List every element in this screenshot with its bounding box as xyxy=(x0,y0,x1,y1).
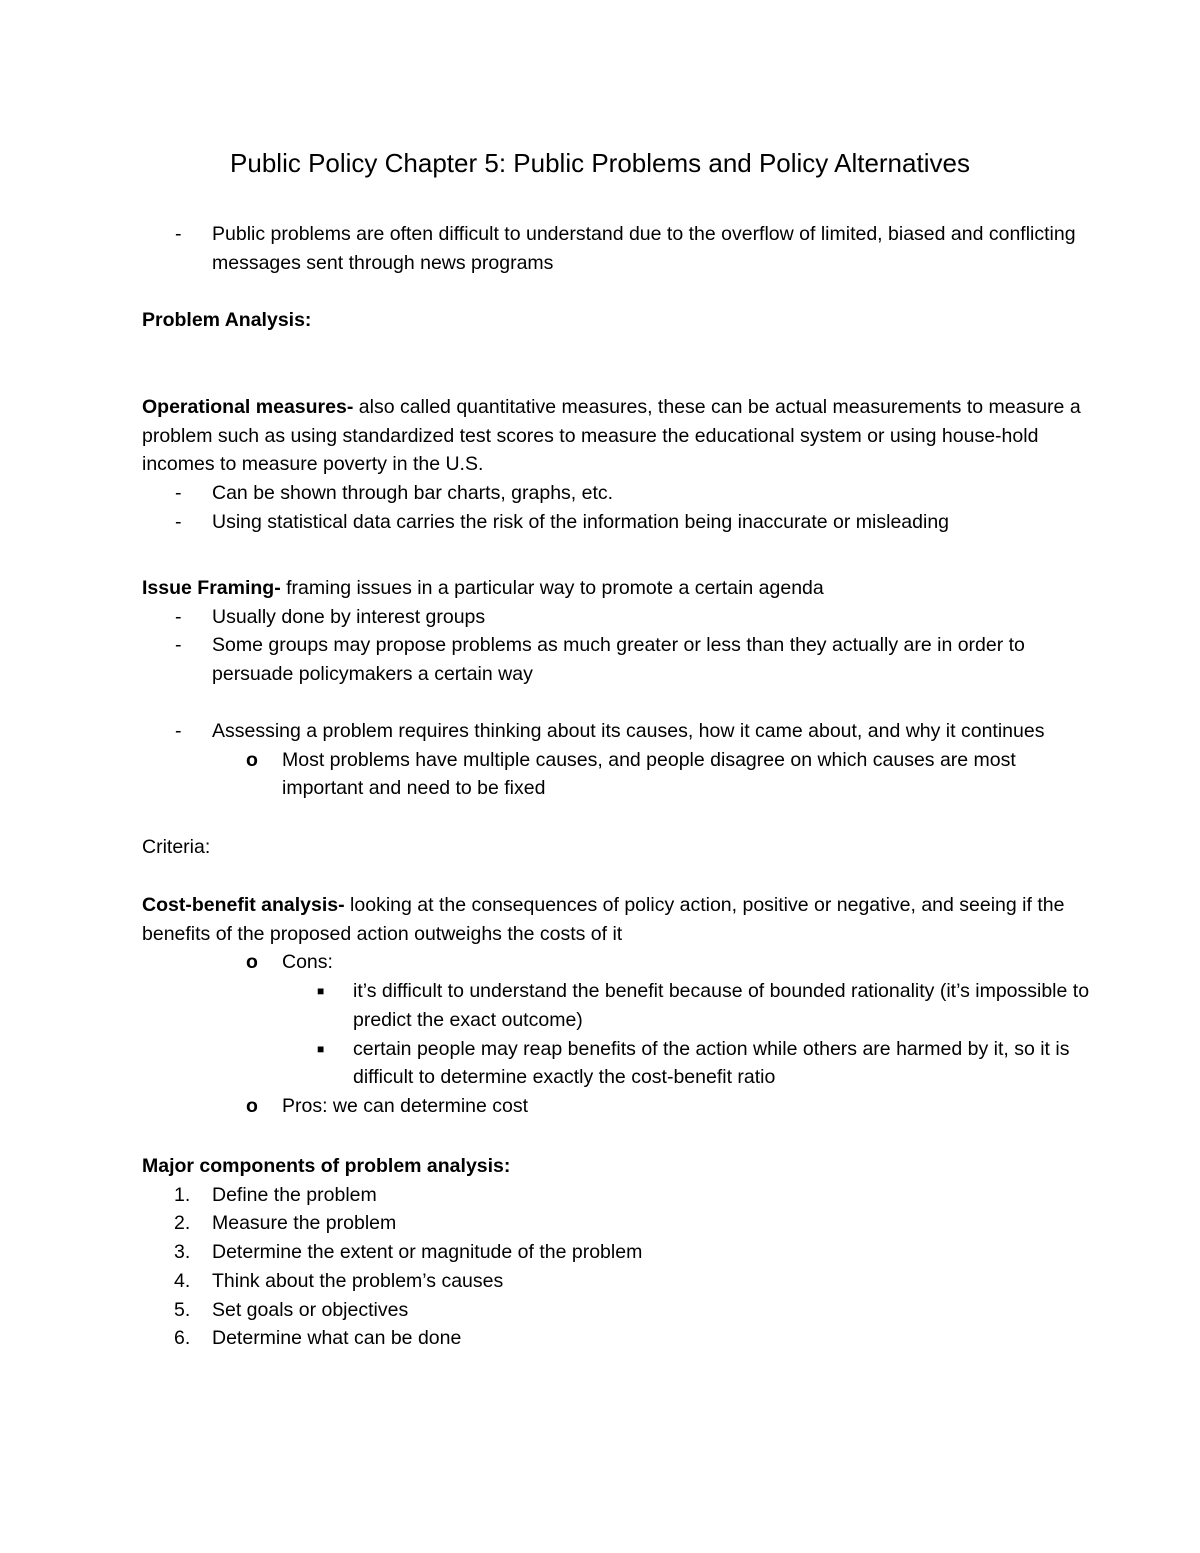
issue-framing-section xyxy=(142,574,1092,689)
numbered-item: 1. Define the problem xyxy=(174,1183,377,1206)
page-title: Public Policy Chapter 5: Public Problems and Policy Alternatives xyxy=(230,148,970,178)
list-item: - Can be shown through bar charts, graphs, etc. xyxy=(142,479,1092,508)
intro-block xyxy=(142,220,1092,277)
dash-bullet: - xyxy=(175,634,182,657)
sub-list-item: o Pros: we can determine cost xyxy=(142,1092,1092,1121)
list-item: - Usually done by interest groups xyxy=(142,603,1092,632)
list-item: - Assessing a problem requires thinking about its causes, how it came about, and why it continues xyxy=(142,717,1092,746)
numbered-item: 2. Measure the problem xyxy=(174,1212,397,1235)
circle-bullet: o xyxy=(246,951,258,974)
list-item xyxy=(142,220,1092,277)
criteria-heading: Criteria: xyxy=(142,836,211,858)
dash-bullet: - xyxy=(175,482,182,505)
list-item: - Using statistical data carries the risk of the information being inaccurate or misleading xyxy=(142,508,1092,537)
circle-bullet: o xyxy=(246,748,258,771)
components-heading: Major components of problem analysis: xyxy=(142,1155,511,1177)
cost-benefit-section xyxy=(142,891,1092,1121)
cba-paragraph: Cost-benefit analysis- looking at the consequences of policy action, positive or negative, and seeing if the benefits of the proposed action outweighs the costs of it xyxy=(142,894,1065,945)
components-section xyxy=(142,1152,1092,1353)
square-bullet: ■ xyxy=(317,1041,325,1056)
problem-analysis-heading: Problem Analysis: xyxy=(142,309,312,331)
dash-bullet: - xyxy=(175,605,182,628)
square-bullet: ■ xyxy=(317,984,325,999)
operational-measures-section xyxy=(142,393,1092,537)
intro-text: Public problems are often difficult to understand due to the overflow of limited, biased and conflicting messages sent through news programs xyxy=(212,223,1076,274)
dash-bullet: - xyxy=(175,510,182,533)
circle-bullet: o xyxy=(246,1094,258,1117)
term: Issue Framing- xyxy=(142,577,281,599)
numbered-item: 6. Determine what can be done xyxy=(174,1327,462,1350)
numbered-item: 4. Think about the problem’s causes xyxy=(174,1269,504,1292)
list-item: - Some groups may propose problems as much greater or less than they actually are in order to persuade policymakers a certain way xyxy=(142,631,1092,688)
term: Operational measures- xyxy=(142,396,354,418)
numbered-item: 3. Determine the extent or magnitude of the problem xyxy=(174,1241,643,1264)
dash-bullet: - xyxy=(175,720,182,742)
sub-sub-list-item: ■ certain people may reap benefits of the action while others are harmed by it, so it is difficult to determine exactly the cost-benefit ratio xyxy=(142,1035,1092,1092)
term: Cost-benefit analysis- xyxy=(142,894,345,916)
sub-list-item: o Most problems have multiple causes, and people disagree on which causes are most important and need to be fixed xyxy=(142,746,1092,803)
operational-paragraph: Operational measures- also called quantitative measures, these can be actual measurements to measure a problem such as using standardized test scores to measure the educational system or using house-hold incomes to measure poverty in the U.S. xyxy=(142,396,1081,476)
framing-paragraph: Issue Framing- framing issues in a particular way to promote a certain agenda xyxy=(142,577,824,599)
numbered-item: 5. Set goals or objectives xyxy=(174,1298,409,1321)
dash-bullet: - xyxy=(175,223,182,245)
sub-list-item: o Cons: xyxy=(142,948,1092,977)
sub-sub-list-item: ■ it’s difficult to understand the benefit because of bounded rationality (it’s impossible to predict the exact outcome) xyxy=(142,977,1092,1034)
assessing-block xyxy=(142,717,1092,803)
